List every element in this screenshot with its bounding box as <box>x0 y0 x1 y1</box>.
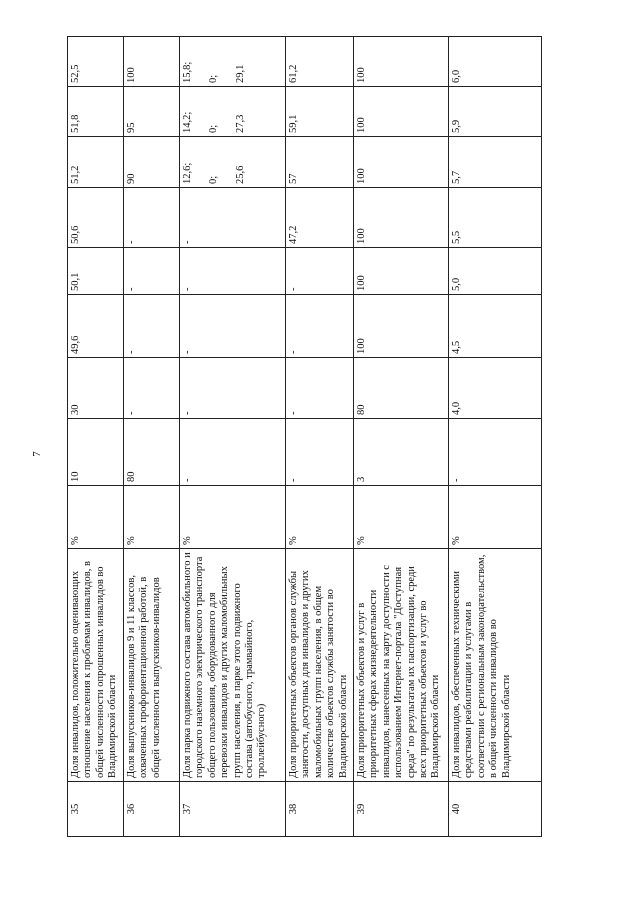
value-cell: 50,6 <box>68 188 124 248</box>
row-number: 36 <box>124 782 180 837</box>
value-cell: 100 <box>354 87 449 137</box>
indicator-description: Доля выпускников-инвалидов 9 и 11 классов, охваченных профориентационной работой, в общей численности выпускников-инвалидов <box>124 549 180 782</box>
row-number: 37 <box>180 782 286 837</box>
value-cell: - <box>180 358 286 419</box>
value-line: 0; <box>208 124 220 133</box>
indicator-description: Доля приоритетных объектов органов службы занятости, доступных для инвалидов и других маломобильных групп населения, в общем количестве объектов службы занятости во Владимирской области <box>286 549 354 782</box>
value-cell: - <box>124 248 180 295</box>
value-cell: - <box>286 295 354 358</box>
value-cell: - <box>180 295 286 358</box>
value-cell: 61,2 <box>286 37 354 87</box>
value-cell: 47,2 <box>286 188 354 248</box>
row-number: 35 <box>68 782 124 837</box>
value-cell: 6,0 <box>449 37 542 87</box>
indicator-description: Доля инвалидов, положительно оценивающих отношение населения к проблемам инвалидов, в общей численности опрошенных инвалидов во Владимирской области <box>68 549 124 782</box>
value-cell: 59,1 <box>286 87 354 137</box>
value-line: 15,8; <box>182 61 193 83</box>
value-cell: 30 <box>68 358 124 419</box>
value-cell: 100 <box>354 295 449 358</box>
value-cell: 51,2 <box>68 137 124 188</box>
value-line: 29,1 <box>234 64 246 83</box>
value-cell: 100 <box>124 37 180 87</box>
value-line: 27,3 <box>234 114 246 133</box>
value-cell: 100 <box>354 137 449 188</box>
unit-cell: % <box>68 486 124 549</box>
unit-cell: % <box>286 486 354 549</box>
unit-cell: % <box>449 486 542 549</box>
value-cell: - <box>180 419 286 486</box>
row-number: 40 <box>449 782 542 837</box>
page-number: 7 <box>30 451 43 457</box>
value-cell: 90 <box>124 137 180 188</box>
value-cell <box>180 37 286 87</box>
unit-cell: % <box>124 486 180 549</box>
value-line: 25,6 <box>234 165 246 184</box>
value-cell: 80 <box>124 419 180 486</box>
value-line: 0; <box>208 74 220 83</box>
value-cell: 95 <box>124 87 180 137</box>
value-cell: - <box>286 419 354 486</box>
value-line: 12,6; <box>182 162 193 184</box>
indicators-table <box>67 36 542 837</box>
row-number: 39 <box>354 782 449 837</box>
value-cell: - <box>449 419 542 486</box>
value-cell: 5,5 <box>449 188 542 248</box>
value-cell: 80 <box>354 358 449 419</box>
value-cell: 52,5 <box>68 37 124 87</box>
value-cell: 100 <box>354 37 449 87</box>
table-row <box>180 37 286 837</box>
table-row <box>124 37 180 837</box>
table-row <box>354 37 449 837</box>
row-number: 38 <box>286 782 354 837</box>
unit-cell: % <box>180 486 286 549</box>
value-cell: 100 <box>354 188 449 248</box>
value-cell: - <box>286 358 354 419</box>
value-cell: - <box>124 358 180 419</box>
value-cell: - <box>124 295 180 358</box>
value-cell: 4,5 <box>449 295 542 358</box>
indicator-description: Доля приоритетных объектов и услуг в приоритетных сферах жизнедеятельности инвалидов, нанесенных на карту доступности с использованием Интернет-портала "Доступная среда" по результатам их паспортизации, среди всех приоритетных объектов и услуг во Владимирской области <box>354 549 449 782</box>
table-row <box>286 37 354 837</box>
value-cell: 5,7 <box>449 137 542 188</box>
value-cell: 50,1 <box>68 248 124 295</box>
value-cell <box>180 137 286 188</box>
value-cell: 5,0 <box>449 248 542 295</box>
rotated-table-stage <box>67 37 541 837</box>
value-line: 14,2; <box>182 111 193 133</box>
value-cell: 3 <box>354 419 449 486</box>
value-cell: 57 <box>286 137 354 188</box>
value-cell <box>180 87 286 137</box>
table-row <box>449 37 542 837</box>
value-cell: - <box>286 248 354 295</box>
indicator-description: Доля инвалидов, обеспеченных техническими средствами реабилитации и услугами в соответствии с региональным законодательством, в общей численности инвалидов во Владимирской области <box>449 549 542 782</box>
value-cell: 5,9 <box>449 87 542 137</box>
table-row <box>68 37 124 837</box>
value-cell: - <box>180 248 286 295</box>
value-cell: 49,6 <box>68 295 124 358</box>
value-line: 0; <box>208 175 220 184</box>
value-cell: 100 <box>354 248 449 295</box>
value-cell: - <box>124 188 180 248</box>
value-cell: - <box>180 188 286 248</box>
indicator-description: Доля парка подвижного состава автомобильного и городского наземного электрического транспорта общего пользования, оборудованного для перевозки инвалидов и других маломобильных групп населения, в парке этого подвижного состава (автобусного, трамвайного, троллейбусного) <box>180 549 286 782</box>
value-cell: 51,8 <box>68 87 124 137</box>
value-cell: 4,0 <box>449 358 542 419</box>
unit-cell: % <box>354 486 449 549</box>
value-cell: 10 <box>68 419 124 486</box>
